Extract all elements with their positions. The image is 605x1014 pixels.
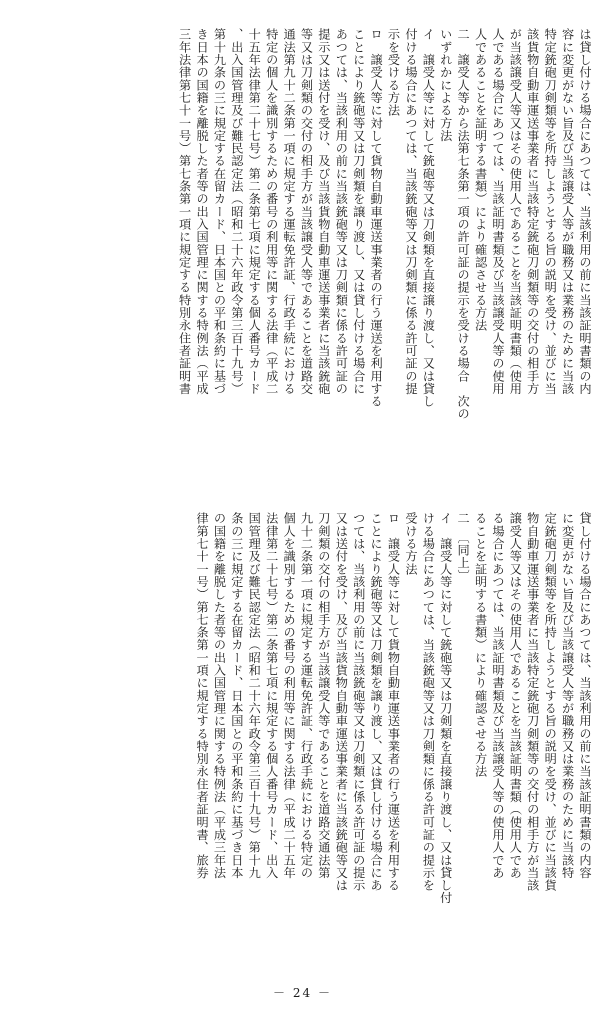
text-column: 特定銃砲刀剣類等を所持しようとする旨の説明を受け、並びに当 [543, 28, 558, 395]
text-column: 等又は刀剣類の交付の相手方が当該譲受人等であることを道路交 [299, 28, 314, 395]
lower-text-block [1, 512, 593, 972]
text-column: 第十九条の三に規定する在留カード、日本国との平和条約に基づ [212, 28, 227, 395]
text-column: 提示又は送付を受け、及び当該貨物自動車運送事業者に当該銃砲 [316, 28, 331, 395]
text-column: の国籍を離脱した者等の出入国管理に関する特例法（平成三年法 [212, 512, 227, 879]
text-column: 二 〔同上〕 [456, 512, 471, 582]
text-column: 十五年法律第二十七号）第二条第七項に規定する個人番号カード [247, 28, 262, 395]
text-column: 通法第九十二条第一項に規定する運転免許証、行政手続における [282, 28, 297, 395]
text-column: ロ 譲受人等に対して貨物自動車運送事業者の行う運送を利用する [386, 512, 401, 892]
text-column: イ 譲受人等に対して銃砲等又は刀剣類を直接譲り渡し、又は貸し付 [438, 512, 453, 905]
text-column: 貸し付ける場合にあつては、当該利用の前に当該証明書類の内容 [578, 512, 592, 879]
text-column: 特定の個人を識別するための番号の利用等に関する法律（平成二 [264, 28, 279, 395]
text-column: 人である場合にあつては、当該証明書類及び当該譲受人等の使用 [490, 28, 505, 395]
text-column: 法律第二十七号）第二条第七項に規定する個人番号カード、出入 [264, 512, 279, 879]
text-column: る場合にあつては、当該証明書類及び当該譲受人等の使用人であ [490, 512, 505, 879]
text-column: 又は送付を受け、及び当該貨物自動車運送事業者に当該銃砲等又は [334, 512, 349, 892]
text-column: イ 譲受人等に対して銃砲等又は刀剣類を直接譲り渡し、又は貸し [421, 28, 436, 408]
text-column: に変更がない旨及び当該譲受人等が職務又は業務のために当該特 [560, 512, 575, 879]
text-column: 二 譲受人等から法第七条第一項の許可証の提示を受ける場合 次の [456, 28, 471, 421]
text-column: 物自動車運送事業者に当該特定銃砲刀剣類等の交付の相手方が当該 [525, 512, 540, 892]
text-column: 付ける場合にあつては、当該銃砲等又は刀剣類に係る許可証の提 [403, 28, 418, 395]
text-column: あつては、当該利用の前に当該銃砲等又は刀剣類に係る許可証の [334, 28, 349, 395]
text-column: ロ 譲受人等に対して貨物自動車運送事業者の行う運送を利用する [369, 28, 384, 408]
text-column: 譲受人等又はその使用人であることを当該証明書類（使用人であ [508, 512, 523, 879]
text-column: 容に変更がない旨及び当該譲受人等が職務又は業務のために当該 [560, 28, 575, 395]
text-column: ることを証明する書類）により確認させる方法 [473, 512, 488, 778]
text-column: 定銃砲刀剣類等を所持しようとする旨の説明を受け、並びに当該貨 [543, 512, 558, 892]
text-column: き日本の国籍を離脱した者等の出入国管理に関する特例法（平成 [195, 28, 210, 395]
text-column: いずれかによる方法 [438, 28, 453, 142]
text-column: 条の三に規定する在留カード、日本国との平和条約に基づき日本 [229, 512, 244, 879]
text-column: 刀剣類の交付の相手方が当該譲受人等であることを道路交通法第 [316, 512, 331, 879]
text-column: ことにより銃砲等又は刀剣類を譲り渡し、又は貸し付ける場合にあ [369, 512, 384, 892]
page-number: － 24 － [273, 986, 332, 1000]
text-column: 示を受ける方法 [386, 28, 401, 117]
text-column: 個人を識別するための番号の利用等に関する法律（平成二十五年 [282, 512, 297, 879]
text-column: は貸し付ける場合にあつては、当該利用の前に当該証明書類の内 [578, 28, 592, 395]
text-column: 三年法律第七十一号）第七条第一項に規定する特別永住者証明書 [177, 28, 192, 395]
text-column: ける場合にあつては、当該銃砲等又は刀剣類に係る許可証の提示を [421, 512, 436, 892]
text-column: 人であることを証明する書類）により確認させる方法 [473, 28, 488, 332]
upper-text-block [1, 28, 593, 480]
text-column: 受ける方法 [403, 512, 418, 576]
text-column: 、出入国管理及び難民認定法（昭和二十六年政令第三百十九号） [229, 28, 244, 395]
text-column: 該貨物自動車運送事業者に当該特定銃砲刀剣類等の交付の相手方 [525, 28, 540, 395]
text-column: つては、当該利用の前に当該銃砲等又は刀剣類に係る許可証の提示 [351, 512, 366, 892]
text-column: 九十二条第一項に規定する運転免許証、行政手続における特定の [299, 512, 314, 879]
text-column: が当該譲受人等又はその使用人であることを当該証明書類（使用 [508, 28, 523, 395]
text-column: 律第七十一号）第七条第一項に規定する特別永住者証明書、旅券 [195, 512, 210, 879]
text-column: ことにより銃砲等又は刀剣類を譲り渡し、又は貸し付ける場合に [351, 28, 366, 395]
text-column: 国管理及び難民認定法（昭和二十六年政令第三百十九号）第十九 [247, 512, 262, 879]
